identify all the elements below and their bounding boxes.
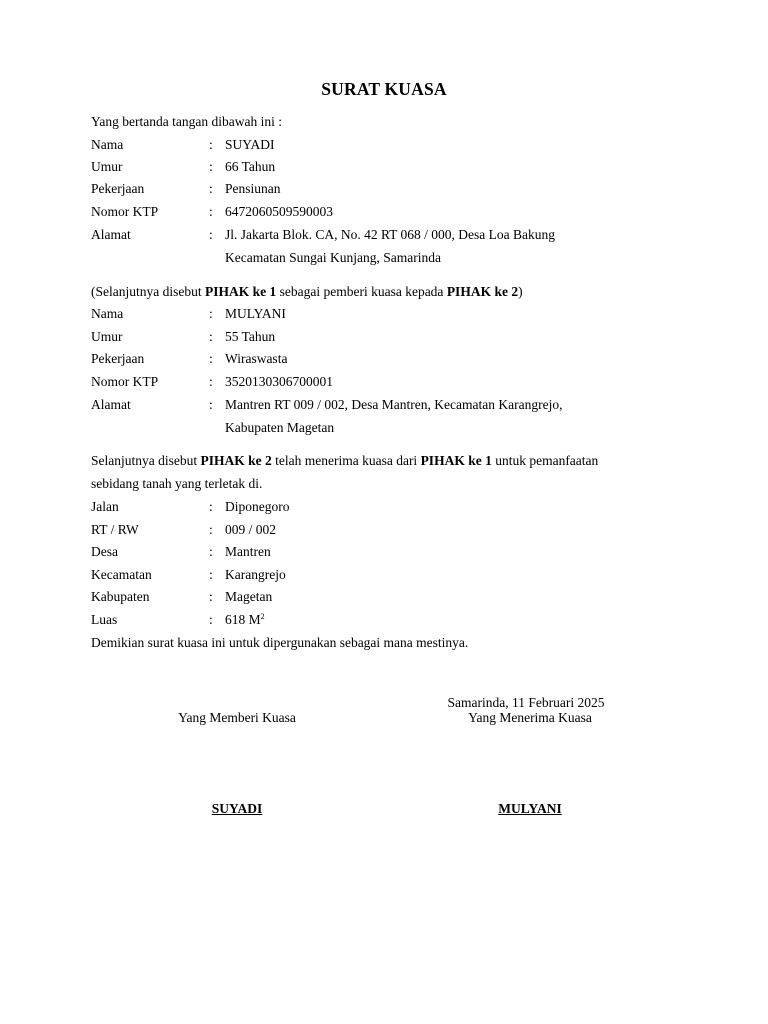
field-label: Pekerjaan [91,351,145,366]
pihak2-umur: 55 Tahun [225,329,276,344]
field-label: Kecamatan [91,567,152,582]
giver-signature-name: SUYADI [211,801,263,816]
pihak1-umur: 66 Tahun [225,159,276,174]
field-colon: : [209,227,213,242]
field-colon: : [209,351,213,366]
field-label: Umur [91,159,123,174]
field-colon: : [209,159,213,174]
receiver-label: Yang Menerima Kuasa [468,710,592,725]
field-label: Umur [91,329,123,344]
intro-text: Yang bertanda tangan dibawah ini : [91,114,282,129]
tanah-kabupaten: Magetan [225,589,273,604]
place-date: Samarinda, 11 Februari 2025 [447,695,605,710]
field-label: Nomor KTP [91,374,159,389]
receiver-signature-name: MULYANI [498,801,562,816]
tanah-kecamatan: Karangrejo [225,567,286,582]
field-label: Pekerjaan [91,181,145,196]
field-colon: : [209,589,213,604]
field-label: Alamat [91,227,131,242]
pihak2-alamat-continued: Kabupaten Magetan [225,420,335,435]
tanah-luas: 618 $M^2$ [225,612,265,627]
luas-superscript: 2 [260,612,265,621]
field-label: RT / RW [91,522,139,537]
field-label: Nama [91,306,124,321]
field-colon: : [209,522,213,537]
pihak2-alamat: Mantren RT 009 / 002, Desa Mantren, Kecamatan Karangrejo, [225,397,563,412]
field-label: Nomor KTP [91,204,159,219]
kuasa-description-continued: sebidang tanah yang terletak di. [91,476,263,491]
field-colon: : [209,397,213,412]
pihak1-ktp: 6472060509590003 [225,204,333,219]
document-title: SURAT KUASA [321,79,447,99]
field-label: Nama [91,137,124,152]
field-label: Luas [91,612,118,627]
field-colon: : [209,181,213,196]
field-colon: : [209,374,213,389]
pihak1-alamat-continued: Kecamatan Sungai Kunjang, Samarinda [225,250,441,265]
field-colon: : [209,306,213,321]
field-label: Desa [91,544,118,559]
field-colon: : [209,329,213,344]
giver-label: Yang Memberi Kuasa [178,710,296,725]
field-label: Jalan [91,499,119,514]
field-colon: : [209,137,213,152]
field-label: Kabupaten [91,589,150,604]
closing-text: Demikian surat kuasa ini untuk dipergunakan sebagai mana mestinya. [91,635,469,650]
pihak1-alamat: Jl. Jakarta Blok. CA, No. 42 RT 068 / 000, Desa Loa Bakung [225,227,556,242]
pihak2-pekerjaan: Wiraswasta [225,351,288,366]
field-colon: : [209,612,213,627]
field-colon: : [209,204,213,219]
pihak2-nama: MULYANI [225,306,286,321]
kuasa-description: Selanjutnya disebut PIHAK ke 2 telah menerima kuasa dari PIHAK ke 1 untuk pemanfaatan [91,453,599,468]
tanah-rtrw: 009 / 002 [225,522,277,537]
tanah-jalan: Diponegoro [225,499,290,514]
field-colon: : [209,544,213,559]
pihak1-nama: SUYADI [225,137,275,152]
pihak1-description: (Selanjutnya disebut PIHAK ke 1 sebagai pemberi kuasa kepada PIHAK ke 2) [91,284,523,299]
pihak1-pekerjaan: Pensiunan [225,181,281,196]
tanah-desa: Mantren [225,544,271,559]
field-colon: : [209,567,213,582]
field-label: Alamat [91,397,131,412]
field-colon: : [209,499,213,514]
pihak2-ktp: 3520130306700001 [225,374,333,389]
